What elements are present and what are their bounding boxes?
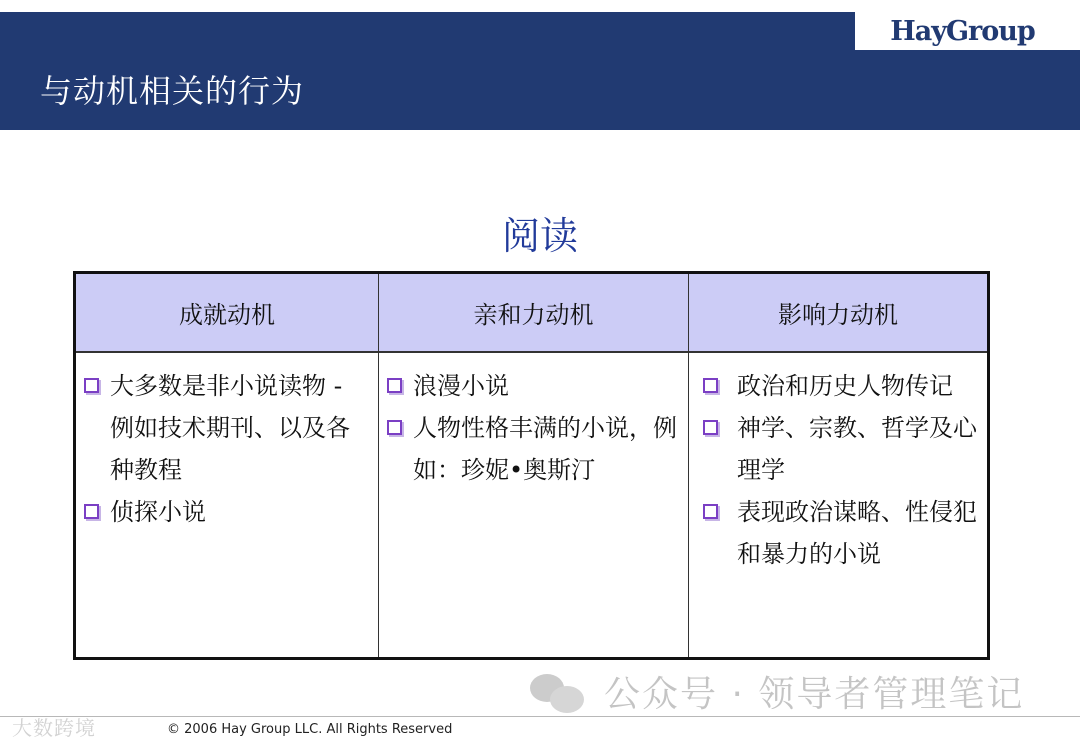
list-item (703, 365, 979, 407)
list-item (703, 407, 979, 491)
list-item-text: 大多数是非小说读物 - 例如技术期刊、以及各种教程 (110, 372, 350, 484)
column-body (76, 353, 378, 533)
footer-divider (0, 716, 1080, 717)
checkbox-bullet-icon (703, 420, 718, 435)
list-item (84, 491, 370, 533)
checkbox-bullet-icon (84, 378, 99, 393)
list-item-text: 浪漫小说 (413, 372, 509, 400)
column-body (689, 353, 987, 575)
checkbox-bullet-icon (84, 504, 99, 519)
list-item-text: 侦探小说 (110, 498, 206, 526)
copyright-text: © 2006 Hay Group LLC. All Rights Reserved (167, 722, 453, 737)
checkbox-bullet-icon (387, 378, 402, 393)
list-item-text: 政治和历史人物传记 (737, 372, 953, 400)
footer-watermark-logo: 大数跨境 (12, 716, 96, 740)
list-item-text: 人物性格丰满的小说，例如：珍妮•奥斯汀 (413, 414, 677, 484)
logo-box (855, 12, 1080, 50)
column-influence (688, 274, 987, 657)
column-heading: 影响力动机 (689, 274, 987, 353)
list-item (387, 365, 680, 407)
list-item (84, 365, 370, 491)
wechat-watermark (530, 666, 1024, 717)
page-title: 与动机相关的行为 (40, 72, 305, 110)
list-item (387, 407, 680, 491)
column-heading: 亲和力动机 (379, 274, 688, 353)
list-item-text: 神学、宗教、哲学及心理学 (737, 414, 977, 484)
column-affiliation (378, 274, 688, 657)
list-item-text: 表现政治谋略、性侵犯和暴力的小说 (737, 498, 977, 568)
column-achievement (76, 274, 378, 657)
wechat-icon (530, 670, 586, 714)
checkbox-bullet-icon (387, 420, 402, 435)
watermark-text: 公众号 · 领导者管理笔记 (604, 674, 1025, 715)
motive-table (73, 271, 990, 660)
column-body (379, 353, 688, 491)
column-heading: 成就动机 (76, 274, 378, 353)
checkbox-bullet-icon (703, 504, 718, 519)
checkbox-bullet-icon (703, 378, 718, 393)
list-item (703, 491, 979, 575)
section-title: 阅读 (501, 214, 578, 258)
haygroup-logo: HayGroup (890, 15, 1035, 47)
